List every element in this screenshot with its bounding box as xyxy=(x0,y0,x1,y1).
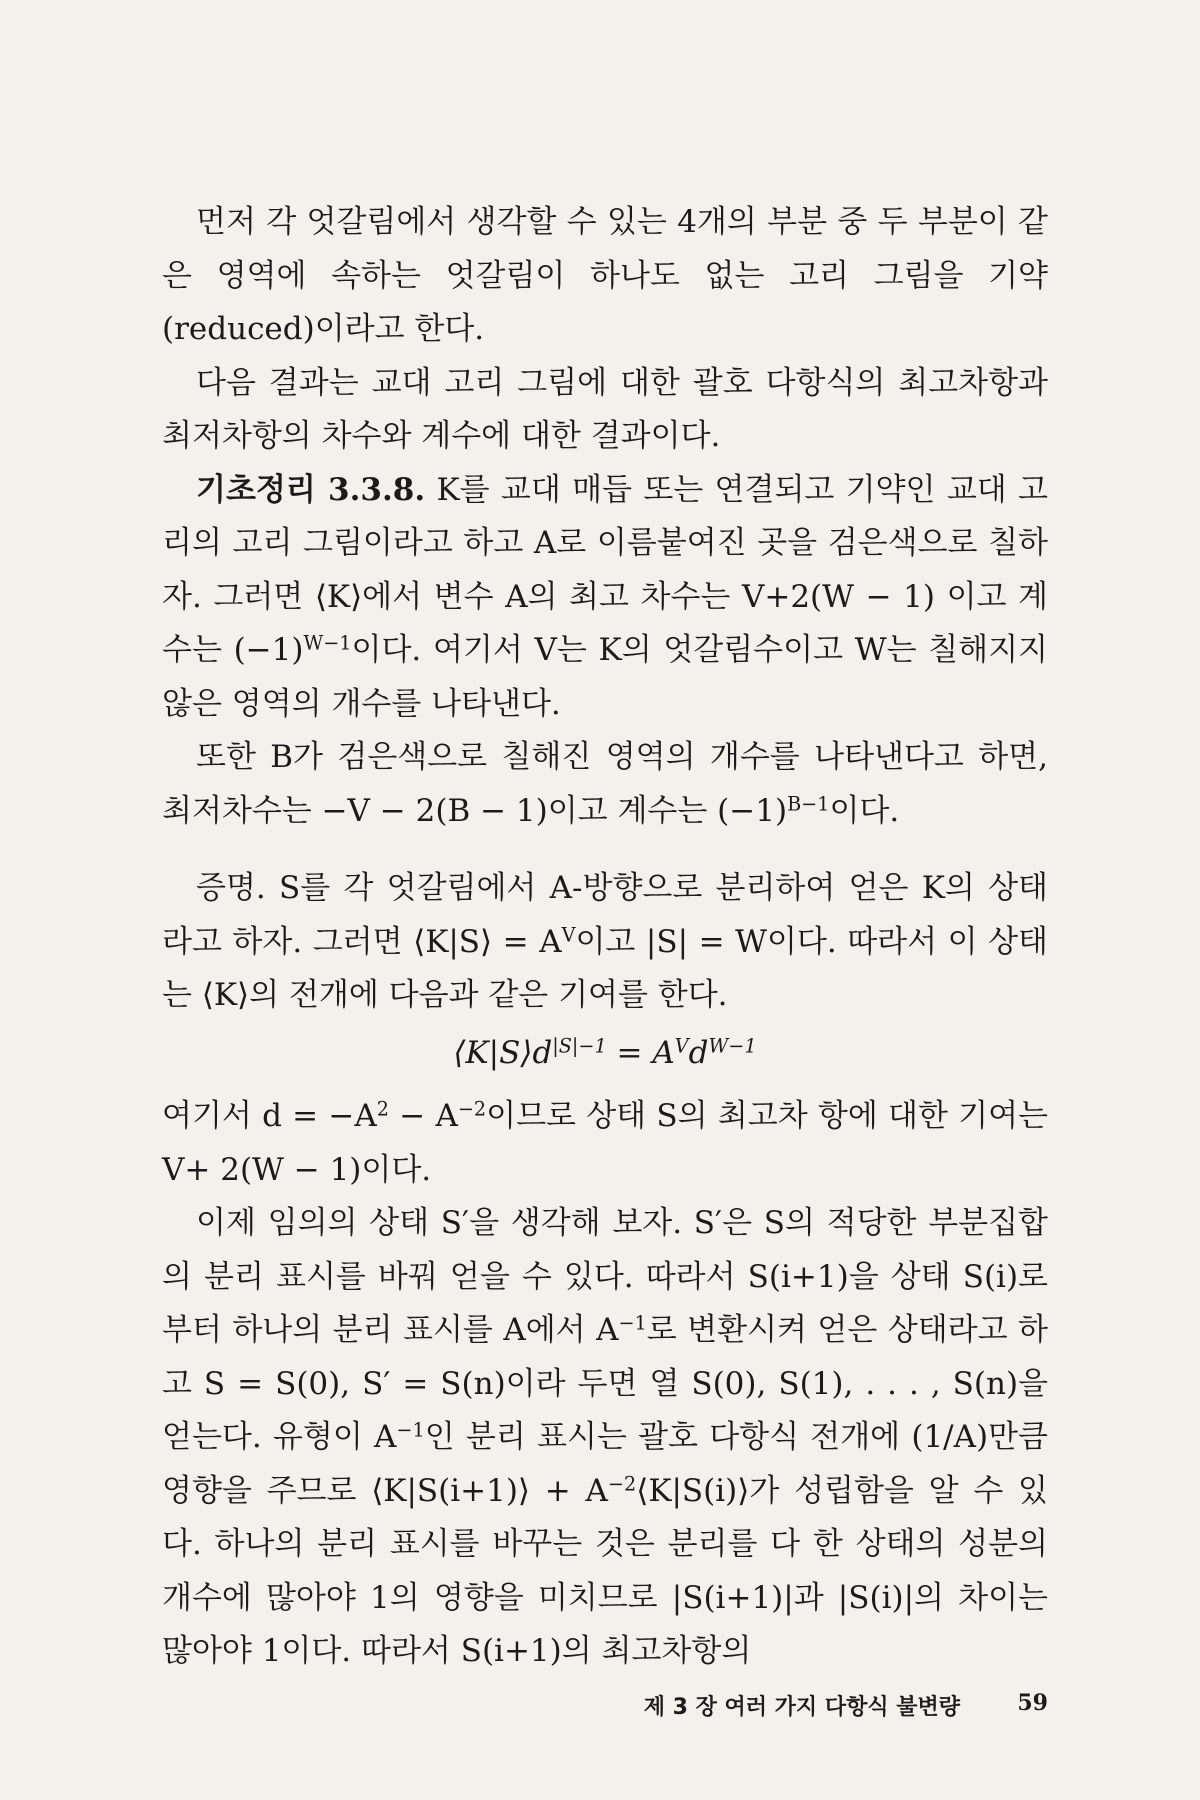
superscript: V xyxy=(674,1033,689,1057)
text: 먼저 각 엇갈림에서 생각할 수 있는 4개의 부분 중 두 부분이 같은 영역에 속하는 엇갈림이 하나도 없는 고리 그림을 기약(reduced)이라고 한다. xyxy=(162,204,1048,347)
theorem-label: 기초정리 3.3.8. xyxy=(196,471,426,508)
paragraph-highest-contribution xyxy=(162,1090,1048,1197)
superscript: V xyxy=(561,922,576,946)
text: 로 변환시켜 얻은 상태라고 하고 S = S(0), S′ = S(n)이라 두면 열 S(0), S(1), . . . , S(n)을 얻는다. 유형이 A xyxy=(162,1312,1048,1455)
theorem-text: K를 교대 매듭 또는 연결되고 기약인 교대 고리의 고리 그림이라고 하고 A로 이름붙여진 곳을 검은색으로 칠하자. 그러면 ⟨K⟩에서 변수 A의 최고 차수는 V+2(W − 1) 이고 계수는 (−1) xyxy=(162,471,1048,668)
superscript: W−1 xyxy=(708,1033,757,1057)
text: 인 분리 표시는 괄호 다항식 전개에 (1/A)만큼 영향을 주므로 ⟨K|S(i+1)⟩ + A xyxy=(162,1419,1048,1509)
chapter-title: 제 3 장 여러 가지 다항식 불변량 xyxy=(643,1695,960,1720)
equation-part: ⟨K|S⟩d xyxy=(453,1034,553,1071)
paragraph-proof xyxy=(162,862,1048,1023)
text: 또한 B가 검은색으로 칠해진 영역의 개수를 나타낸다고 하면, 최저차수는 −V − 2(B − 1)이고 계수는 (−1) xyxy=(162,739,1048,829)
text: 증명. S를 각 엇갈림에서 A-방향으로 분리하여 얻은 K의 상태라고 하자. 그러면 ⟨K|S⟩ = A xyxy=(162,870,1048,960)
main-text xyxy=(162,196,1048,1679)
superscript: |S|−1 xyxy=(552,1033,607,1057)
display-equation xyxy=(162,1027,1048,1081)
text: 이제 임의의 상태 S′을 생각해 보자. S′은 S의 적당한 부분집합의 분리 표시를 바꿔 얻을 수 있다. 따라서 S(i+1)을 상태 S(i)로 부터 하나의 분리 표시를 A에서 A xyxy=(162,1205,1048,1348)
paragraph-intro-result xyxy=(162,357,1048,464)
superscript: 2 xyxy=(376,1097,389,1121)
superscript: −1 xyxy=(396,1418,425,1442)
text: − A xyxy=(388,1098,458,1134)
theorem-text: 이다. 여기서 V는 K의 엇갈림수이고 W는 칠해지지 않은 영역의 개수를 나타낸다. xyxy=(162,632,1048,722)
text: 이고 |S| = W이다. 따라서 이 상태는 ⟨K⟩의 전개에 다음과 같은 기여를 한다. xyxy=(162,923,1049,1013)
text: 이다. xyxy=(829,792,900,829)
paragraph-reduced-definition xyxy=(162,196,1048,357)
paragraph-lowest-degree xyxy=(162,731,1048,838)
superscript: W−1 xyxy=(303,631,352,655)
text: ⟨K|S(i)⟩가 성립함을 알 수 있다. 하나의 분리 표시를 바꾸는 것은 분리를 다 한 상태의 성분의 개수에 많아야 1의 영향을 미치므로 |S(i+1)|과 |S(i)|의 차이는 많아야 1이다. 따라서 S(i+1)의 최고차항의 xyxy=(162,1472,1048,1669)
theorem-3-3-8 xyxy=(162,464,1048,732)
superscript: −2 xyxy=(607,1471,637,1495)
equation-part: = A xyxy=(606,1034,675,1071)
text: 이므로 상태 S의 최고차 항에 대한 기여는 V+ 2(W − 1)이다. xyxy=(162,1098,1048,1188)
superscript: B−1 xyxy=(787,791,830,815)
superscript: −2 xyxy=(457,1097,487,1121)
paragraph-arbitrary-state xyxy=(162,1197,1048,1679)
equation-part: d xyxy=(688,1034,709,1071)
page-number: 59 xyxy=(1017,1690,1048,1716)
text: 다음 결과는 교대 고리 그림에 대한 괄호 다항식의 최고차항과 최저차항의 차수와 계수에 대한 결과이다. xyxy=(162,364,1048,454)
superscript: −1 xyxy=(618,1311,647,1335)
text: 여기서 d = −A xyxy=(162,1098,377,1134)
